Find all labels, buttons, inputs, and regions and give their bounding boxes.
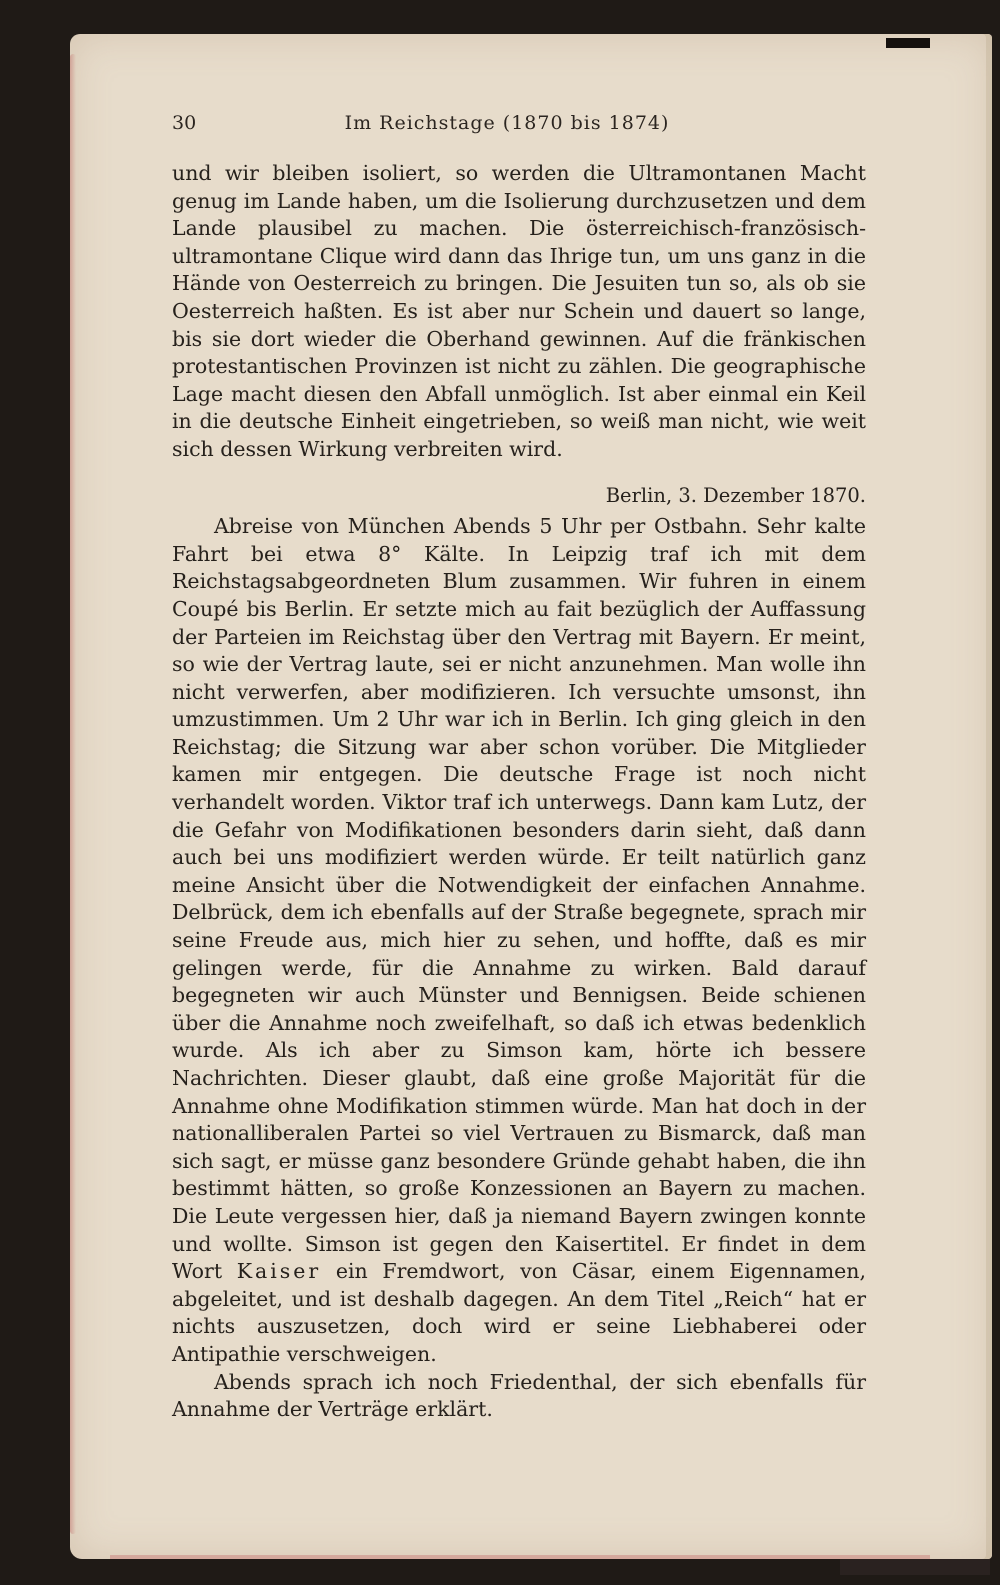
paragraph-2 (172, 513, 866, 1368)
paragraph-2-text-a: Abreise von München Abends 5 Uhr per Ostbahn. Sehr kalte Fahrt bei etwa 8° Kälte. In Leipzig traf ich mit dem Reichstagsabgeordneten Blum zusammen. Wir fuhren in einem Coupé bis Berlin. Er setzte mich au fait bezüglich der Auffassung der Parteien im Reichstag über den Vertrag mit Bayern. Er meint, so wie der Vertrag laute, sei er nicht anzunehmen. Man wolle ihn nicht verwerfen, aber modifizieren. Ich versuchte umsonst, ihn umzustimmen. Um 2 Uhr war ich in Berlin. Ich ging gleich in den Reichstag; die Sitzung war aber schon vorüber. Die Mitglieder kamen mir entgegen. Die deutsche Frage ist noch nicht verhandelt worden. Viktor traf ich unterwegs. Dann kam Lutz, der die Gefahr von Modifikationen besonders darin sieht, daß dann auch bei uns modifiziert werden würde. Er teilt natürlich ganz meine Ansicht über die Notwendigkeit der einfachen Annahme. Delbrück, dem ich ebenfalls auf der Straße begegnete, sprach mir seine Freude aus, mich hier zu sehen, und hoffte, daß es mir gelingen werde, für die Annahme zu wirken. Bald darauf begegneten wir auch Münster und Bennigsen. Beide schienen über die Annahme noch zweifelhaft, so daß ich etwas bedenklich wurde. Als ich aber zu Simson kam, hörte ich bessere Nachrichten. Dieser glaubt, daß eine große Majorität für die Annahme ohne Modifikation stimmen würde. Man hat doch in der nationalliberalen Partei so viel Vertrauen zu Bismarck, daß man sich sagt, er müsse ganz besondere Gründe gehabt haben, die ihn bestimmt hätten, so große Konzessionen an Bayern zu machen. Die Leute vergessen hier, daß ja niemand Bayern zwingen konnte und wollte. Simson ist gegen den Kaisertitel. Er findet in dem Wort (172, 514, 866, 1284)
spaced-word-kaiser: Kaiser (236, 1259, 322, 1284)
paragraph-1: und wir bleiben isoliert, so werden die Ultramontanen Macht genug im Lande haben, um die Isolierung durchzusetzen und dem Lande plausibel zu machen. Die österreichisch-französisch-ultramontane Clique wird dann das Ihrige tun, um uns ganz in die Hände von Oesterreich zu bringen. Die Jesuiten tun so, als ob sie Oesterreich haßten. Es ist aber nur Schein und dauert so lange, bis sie dort wieder die Oberhand gewinnen. Auf die fränkischen protestantischen Provinzen ist nicht zu zählen. Die geographische Lage macht diesen den Abfall unmöglich. Ist aber einmal ein Keil in die deutsche Einheit eingetrieben, so weiß man nicht, wie weit sich dessen Wirkung verbreiten wird. (172, 161, 866, 461)
bottom-edge-mark (840, 1559, 990, 1575)
running-title: Im Reichstage (1870 bis 1874) (344, 112, 670, 134)
page-body (172, 160, 866, 1424)
page-header (172, 112, 842, 142)
dateline: Berlin, 3. Dezember 1870. (605, 483, 866, 507)
paragraph-3: Abends sprach ich noch Friedenthal, der sich ebenfalls für Annahme der Verträge erklärt. (172, 1369, 866, 1422)
paragraph-2-text-b: ein Fremdwort, von Cäsar, einem Eigennamen, abgeleitet, und ist deshalb dagegen. An dem Titel „Reich“ hat er nichts auszusetzen, doch wird er seine Liebhaberei oder Antipathie verschweigen. (172, 1259, 866, 1366)
page-bottom-edge (110, 1555, 930, 1559)
page-number: 30 (172, 112, 197, 134)
page-edge-stain (70, 54, 76, 1534)
binding-mark (886, 38, 930, 48)
